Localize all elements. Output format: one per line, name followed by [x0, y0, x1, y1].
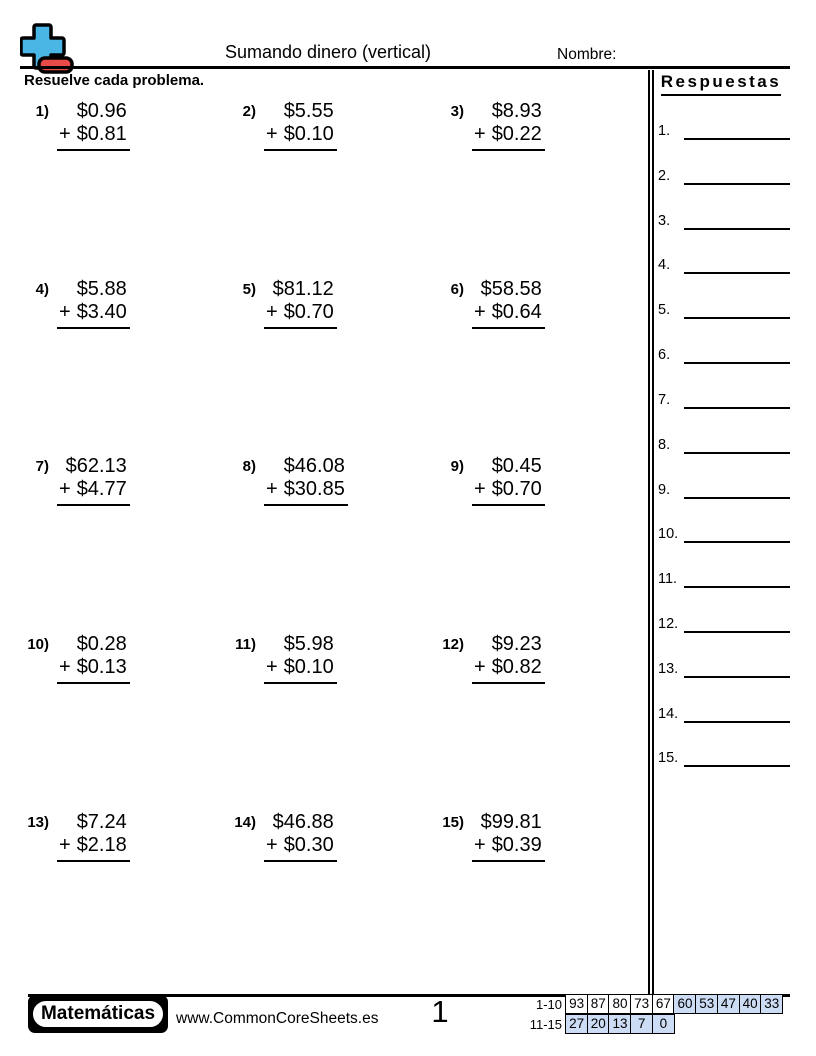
problem-4 — [17, 278, 130, 329]
answer-number: 12. — [658, 616, 679, 632]
brand-logo — [28, 995, 168, 1033]
answer-number: 7. — [658, 392, 671, 408]
answer-number: 8. — [658, 437, 671, 453]
plus-operator: + — [59, 123, 71, 145]
answer-blank-line — [684, 434, 790, 454]
score-cell: 0 — [652, 1014, 675, 1034]
answer-blank-line — [684, 479, 790, 499]
score-row-11-15 — [528, 1014, 783, 1035]
problem-number: 15) — [442, 814, 464, 831]
problem-number: 2) — [242, 103, 256, 120]
problem-8 — [224, 455, 348, 506]
operand-top: $5.98 — [283, 633, 334, 655]
problem-stack — [472, 100, 545, 151]
answer-blank-line — [684, 254, 790, 274]
problem-stack — [264, 278, 337, 329]
header-rule — [20, 66, 790, 69]
problem-2 — [224, 100, 337, 151]
problem-number: 14) — [234, 814, 256, 831]
answer-number: 5. — [658, 302, 671, 318]
score-table — [528, 994, 783, 1035]
answer-blank-line — [684, 747, 790, 767]
answer-number: 3. — [658, 213, 671, 229]
answer-number: 6. — [658, 347, 671, 363]
answer-blank-line — [684, 703, 790, 723]
problem-number: 6) — [450, 281, 464, 298]
plus-operator: + — [474, 123, 486, 145]
operand-top: $0.96 — [76, 100, 127, 122]
plus-operator: + — [474, 834, 486, 856]
problem-number: 7) — [35, 458, 49, 475]
operand-bottom: $0.39 — [491, 834, 542, 856]
problem-7 — [17, 455, 130, 506]
page-number: 1 — [431, 994, 449, 1029]
plus-operator: + — [59, 834, 71, 856]
problem-stack — [264, 811, 337, 862]
instruction-text: Resuelve cada problema. — [24, 72, 205, 89]
answer-number: 2. — [658, 168, 671, 184]
plus-operator: + — [59, 478, 71, 500]
problem-stack — [472, 811, 545, 862]
operand-bottom: $0.81 — [76, 123, 127, 145]
problem-stack — [472, 633, 545, 684]
problem-5 — [224, 278, 337, 329]
operand-bottom: $0.70 — [283, 301, 334, 323]
problem-number: 11) — [235, 636, 256, 653]
operand-bottom: $0.13 — [76, 656, 127, 678]
operand-bottom: $0.10 — [283, 123, 334, 145]
plus-operator: + — [474, 301, 486, 323]
operand-top: $58.58 — [480, 278, 542, 300]
score-cell: 27 — [565, 1014, 588, 1034]
operand-top: $5.55 — [283, 100, 334, 122]
problem-stack — [264, 100, 337, 151]
operand-top: $81.12 — [272, 278, 334, 300]
answer-blank-line — [684, 389, 790, 409]
problem-stack — [264, 455, 348, 506]
operand-bottom: $3.40 — [76, 301, 127, 323]
score-range-label: 11-15 — [529, 1016, 562, 1032]
answers-divider — [648, 70, 654, 996]
answer-row-2 — [658, 165, 790, 185]
operand-top: $0.28 — [76, 633, 127, 655]
answers-title: Respuestas — [661, 72, 781, 96]
answer-row-14 — [658, 703, 790, 723]
problem-15 — [432, 811, 545, 862]
score-cell: 53 — [695, 994, 718, 1014]
operand-bottom: $0.70 — [491, 478, 542, 500]
plus-operator: + — [266, 834, 278, 856]
problem-number: 8) — [242, 458, 256, 475]
brand-name: Matemáticas — [31, 999, 165, 1029]
score-cell: 40 — [739, 994, 762, 1014]
operand-top: $8.93 — [491, 100, 542, 122]
problem-10 — [17, 633, 130, 684]
answer-blank-line — [684, 613, 790, 633]
answer-number: 9. — [658, 482, 671, 498]
answer-number: 4. — [658, 257, 671, 273]
answer-row-7 — [658, 389, 790, 409]
score-cell: 87 — [587, 994, 610, 1014]
operand-bottom: $0.82 — [491, 656, 542, 678]
operand-top: $99.81 — [480, 811, 542, 833]
plus-operator: + — [474, 656, 486, 678]
answer-number: 11. — [658, 571, 678, 587]
problem-12 — [432, 633, 545, 684]
answer-blank-line — [684, 165, 790, 185]
problem-stack — [57, 278, 130, 329]
problem-number: 4) — [35, 281, 49, 298]
score-row-1-10 — [528, 994, 783, 1015]
operand-bottom: $4.77 — [76, 478, 127, 500]
answer-row-6 — [658, 344, 790, 364]
score-range-label: 1-10 — [535, 997, 562, 1012]
score-cell: 73 — [630, 994, 653, 1014]
score-cell: 33 — [760, 994, 783, 1014]
score-cell: 80 — [608, 994, 631, 1014]
operand-top: $5.88 — [76, 278, 127, 300]
operand-top: $7.24 — [76, 811, 127, 833]
website-url: www.CommonCoreSheets.es — [176, 1010, 379, 1027]
problem-number: 13) — [27, 814, 49, 831]
operand-bottom: $0.10 — [283, 656, 334, 678]
operand-top: $62.13 — [65, 455, 127, 477]
problem-number: 5) — [242, 281, 256, 298]
plus-operator: + — [266, 478, 278, 500]
answer-blank-line — [684, 344, 790, 364]
operand-bottom: $0.64 — [491, 301, 542, 323]
problem-11 — [224, 633, 337, 684]
plus-operator: + — [474, 478, 486, 500]
answer-number: 13. — [658, 661, 679, 677]
problem-stack — [472, 455, 545, 506]
score-cell: 93 — [565, 994, 588, 1014]
problem-number: 10) — [27, 636, 49, 653]
operand-top: $9.23 — [491, 633, 542, 655]
operand-top: $0.45 — [491, 455, 542, 477]
answer-blank-line — [684, 120, 790, 140]
problem-stack — [57, 811, 130, 862]
operand-top: $46.88 — [272, 811, 334, 833]
problem-stack — [57, 100, 130, 151]
operand-top: $46.08 — [283, 455, 345, 477]
score-cell: 47 — [717, 994, 740, 1014]
problem-6 — [432, 278, 545, 329]
answer-row-8 — [658, 434, 790, 454]
operand-bottom: $0.22 — [491, 123, 542, 145]
answer-row-1 — [658, 120, 790, 140]
score-cell: 60 — [673, 994, 696, 1014]
answer-number: 10. — [658, 526, 679, 542]
score-cell: 13 — [608, 1014, 631, 1034]
answer-row-15 — [658, 747, 790, 767]
score-cell: 67 — [652, 994, 675, 1014]
answer-blank-line — [684, 210, 790, 230]
problem-14 — [224, 811, 337, 862]
problem-stack — [57, 455, 130, 506]
problem-3 — [432, 100, 545, 151]
plus-operator: + — [266, 123, 278, 145]
problem-9 — [432, 455, 545, 506]
problem-1 — [17, 100, 130, 151]
answer-row-12 — [658, 613, 790, 633]
answer-blank-line — [684, 658, 790, 678]
answer-blank-line — [684, 523, 790, 543]
page-title: Sumando dinero (vertical) — [224, 42, 432, 62]
problem-number: 1) — [35, 103, 49, 120]
answer-number: 15. — [658, 750, 679, 766]
answer-number: 14. — [658, 706, 679, 722]
answers-header — [652, 72, 790, 96]
problem-13 — [17, 811, 130, 862]
problem-stack — [264, 633, 337, 684]
answer-blank-line — [684, 299, 790, 319]
score-cell: 20 — [587, 1014, 610, 1034]
answer-row-10 — [658, 523, 790, 543]
plus-operator: + — [59, 301, 71, 323]
problem-stack — [472, 278, 545, 329]
problem-number: 12) — [442, 636, 464, 653]
plus-operator: + — [59, 656, 71, 678]
operand-bottom: $0.30 — [283, 834, 334, 856]
answer-row-11 — [658, 568, 790, 588]
answer-blank-line — [684, 568, 790, 588]
answer-row-5 — [658, 299, 790, 319]
answer-row-9 — [658, 479, 790, 499]
problem-stack — [57, 633, 130, 684]
answer-row-4 — [658, 254, 790, 274]
answer-number: 1. — [658, 123, 671, 139]
answer-row-13 — [658, 658, 790, 678]
operand-bottom: $30.85 — [283, 478, 345, 500]
plus-operator: + — [266, 301, 278, 323]
problem-number: 3) — [450, 103, 464, 120]
answer-row-3 — [658, 210, 790, 230]
operand-bottom: $2.18 — [76, 834, 127, 856]
problem-number: 9) — [450, 458, 464, 475]
plus-operator: + — [266, 656, 278, 678]
name-label: Nombre: — [557, 46, 617, 63]
score-cell: 7 — [630, 1014, 653, 1034]
